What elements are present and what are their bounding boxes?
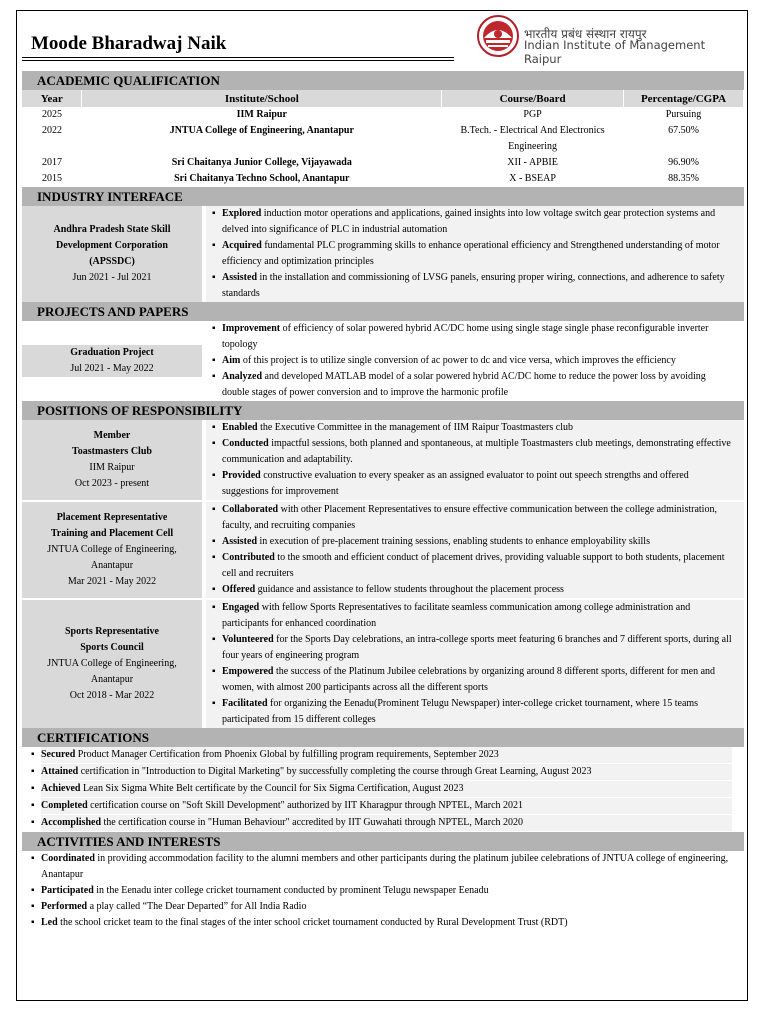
institute-cell: IIM Raipur <box>236 109 287 120</box>
list-item: ▪ Conducted impactful sessions, both planned and spontaneous, at multiple Toastmasters club meetings, demonstrating effective communication and adaptability. <box>222 436 732 468</box>
list-item: ▪ Analyzed and developed MATLAB model of a solar powered hybrid AC/DC home to reduce the power loss by avoiding double stages of power conversion and to improve the harmonic profile <box>222 369 732 401</box>
position-details <box>206 600 744 728</box>
year-cell: 2025 <box>41 109 62 120</box>
position-label: Sports Representative Sports Council JNTUA College of Engineering, Anantapur Oct 2018 - Mar 2022 <box>22 600 202 728</box>
industry-table <box>22 206 744 302</box>
section-header-academic: ACADEMIC QUALIFICATION <box>22 71 744 90</box>
section-header-projects: PROJECTS AND PAPERS <box>22 302 744 321</box>
list-item: ▪ Empowered the success of the Platinum Jubilee celebrations by organizing around 8 different sports, different for men and women, with almost 200 participants across all the different sports <box>222 664 732 696</box>
section-header-industry: INDUSTRY INTERFACE <box>22 187 744 206</box>
logo-text-hindi: भारतीय प्रबंध संस्थान रायपुर <box>524 27 647 41</box>
certifications-list <box>22 747 744 832</box>
logo-text-english: Indian Institute of Management Raipur <box>524 38 706 66</box>
list-item: ▪ Contributed to the smooth and efficient conduct of placement drives, providing valuable support to both students, placement cell and recruiters <box>222 550 732 582</box>
industry-label <box>22 206 202 302</box>
institute-cell: JNTUA College of Engineering, Anantapur <box>169 125 354 136</box>
resume-body <box>22 71 744 931</box>
list-item: ▪ Led the school cricket team to the final stages of the inter school cricket tournament conducted by Rural Development Trust (RDT) <box>41 915 732 931</box>
position-row <box>22 502 744 598</box>
score-cell: Pursuing <box>665 109 702 120</box>
position-details <box>206 420 744 500</box>
list-item: ▪ Provided constructive evaluation to every speaker as an assigned evaluator to point out speech strengths and offered suggestions for improvement <box>222 468 732 500</box>
section-header-positions: POSITIONS OF RESPONSIBILITY <box>22 401 744 420</box>
industry-dates: Jun 2021 - Jul 2021 <box>72 272 152 283</box>
position-label: Placement Representative Training and Placement Cell JNTUA College of Engineering, Anantapur Mar 2021 - May 2022 <box>22 502 202 598</box>
position-row <box>22 420 744 500</box>
table-row <box>22 123 744 155</box>
course-cell: PGP <box>523 109 542 120</box>
list-item: ▪ Attained certification in "Introduction to Digital Marketing" by successfully completing the course through Great Learning, August 2023 <box>41 764 732 781</box>
year-cell: 2017 <box>41 157 62 168</box>
institute-cell: Sri Chaitanya Junior College, Vijayawada <box>171 157 352 168</box>
activities-list <box>22 851 744 931</box>
list-item: ▪ Explored induction motor operations and applications, gained insights into low voltage switch gear protection systems and delved into significance of PLC in industrial automation <box>222 206 732 238</box>
list-item: ▪ Secured Product Manager Certification from Phoenix Global by fulfilling program requirements, September 2023 <box>41 747 732 764</box>
position-label: Member Toastmasters Club IIM Raipur Oct 2023 - present <box>22 420 202 500</box>
list-item: ▪ Acquired fundamental PLC programming skills to enhance operational efficiency and Strengthened understanding of motor efficiency and optimization principles <box>222 238 732 270</box>
academic-header-row <box>22 90 744 107</box>
industry-details <box>206 206 744 302</box>
year-cell: 2015 <box>41 173 62 184</box>
list-item: ▪ Coordinated in providing accommodation facility to the alumni members and other participants during the platinum jubilee celebrations of JNTUA college of engineering, Anantapur <box>41 851 732 883</box>
project-details <box>206 321 744 401</box>
candidate-name: Moode Bharadwaj Naik <box>31 33 227 54</box>
institute-cell: Sri Chaitanya Techno School, Anantapur <box>174 173 350 184</box>
list-item: ▪ Performed a play called “The Dear Departed” for All India Radio <box>41 899 732 915</box>
list-item: ▪ Engaged with fellow Sports Representatives to facilitate seamless communication among college administration and participants for enhanced coordination <box>222 600 732 632</box>
position-row <box>22 600 744 728</box>
project-row <box>22 321 744 401</box>
year-cell: 2022 <box>41 125 62 136</box>
table-row <box>22 107 744 123</box>
list-item: ▪ Volunteered for the Sports Day celebrations, an intra-college sports meet featuring 6 branches and 7 different sports, during all four years of engineering program <box>222 632 732 664</box>
list-item: ▪ Accomplished the certification course in "Human Behaviour" accredited by IIT Guwahati through NPTEL, March 2020 <box>41 815 732 832</box>
industry-row <box>22 206 744 302</box>
list-item: ▪ Improvement of efficiency of solar powered hybrid AC/DC home using single stage single phase reconfigurable inverter topology <box>222 321 732 353</box>
table-row <box>22 171 744 187</box>
list-item: ▪ Participated in the Eenadu inter college cricket tournament conducted by prominent Telugu newspaper Eenadu <box>41 883 732 899</box>
projects-table <box>22 321 744 401</box>
iim-raipur-logo <box>476 14 746 66</box>
positions-table <box>22 420 744 728</box>
list-item: ▪ Offered guidance and assistance to fellow students throughout the placement process <box>222 582 732 598</box>
project-title: Graduation Project <box>70 347 154 358</box>
iim-seal-icon <box>476 14 520 58</box>
academic-table <box>22 90 744 187</box>
col-header-institute: Institute/School <box>82 90 442 107</box>
project-dates: Jul 2021 - May 2022 <box>70 363 154 374</box>
industry-org: Andhra Pradesh State Skill Development Corporation (APSSDC) <box>53 224 171 267</box>
list-item: ▪ Completed certification course on "Soft Skill Development" authorized by IIT Kharagpur through NPTEL, March 2021 <box>41 798 732 815</box>
list-item: ▪ Enabled the Executive Committee in the management of IIM Raipur Toastmasters club <box>222 420 732 436</box>
score-cell: 96.90% <box>668 157 699 168</box>
project-label <box>22 321 202 401</box>
course-cell: B.Tech. - Electrical And Electronics Engineering <box>460 125 605 152</box>
list-item: ▪ Collaborated with other Placement Representatives to ensure effective communication between the college administration, faculty, and recruiting companies <box>222 502 732 534</box>
course-cell: X - BSEAP <box>509 173 556 184</box>
list-item: ▪ Achieved Lean Six Sigma White Belt certificate by the Council for Six Sigma Certification, August 2023 <box>41 781 732 798</box>
name-underline-2 <box>22 60 454 61</box>
list-item: ▪ Aim of this project is to utilize single conversion of ac power to dc and vice versa, which improves the efficiency <box>222 353 732 369</box>
position-details <box>206 502 744 598</box>
list-item: ▪ Assisted in the installation and commissioning of LVSG panels, ensuring proper wiring, connections, and adherence to safety standards <box>222 270 732 302</box>
section-header-activities: ACTIVITIES AND INTERESTS <box>22 832 744 851</box>
score-cell: 88.35% <box>668 173 699 184</box>
col-header-course: Course/Board <box>442 90 624 107</box>
col-header-year: Year <box>22 90 82 107</box>
name-underline <box>22 57 454 58</box>
list-item: ▪ Assisted in execution of pre-placement training sessions, enabling students to enhance employability skills <box>222 534 732 550</box>
score-cell: 67.50% <box>668 125 699 136</box>
course-cell: XII - APBIE <box>507 157 558 168</box>
table-row <box>22 155 744 171</box>
section-header-certifications: CERTIFICATIONS <box>22 728 744 747</box>
list-item: ▪ Facilitated for organizing the Eenadu(Prominent Telugu Newspaper) inter-college cricket tournament, where 15 teams participated from 15 different colleges <box>222 696 732 728</box>
col-header-score: Percentage/CGPA <box>624 90 744 107</box>
